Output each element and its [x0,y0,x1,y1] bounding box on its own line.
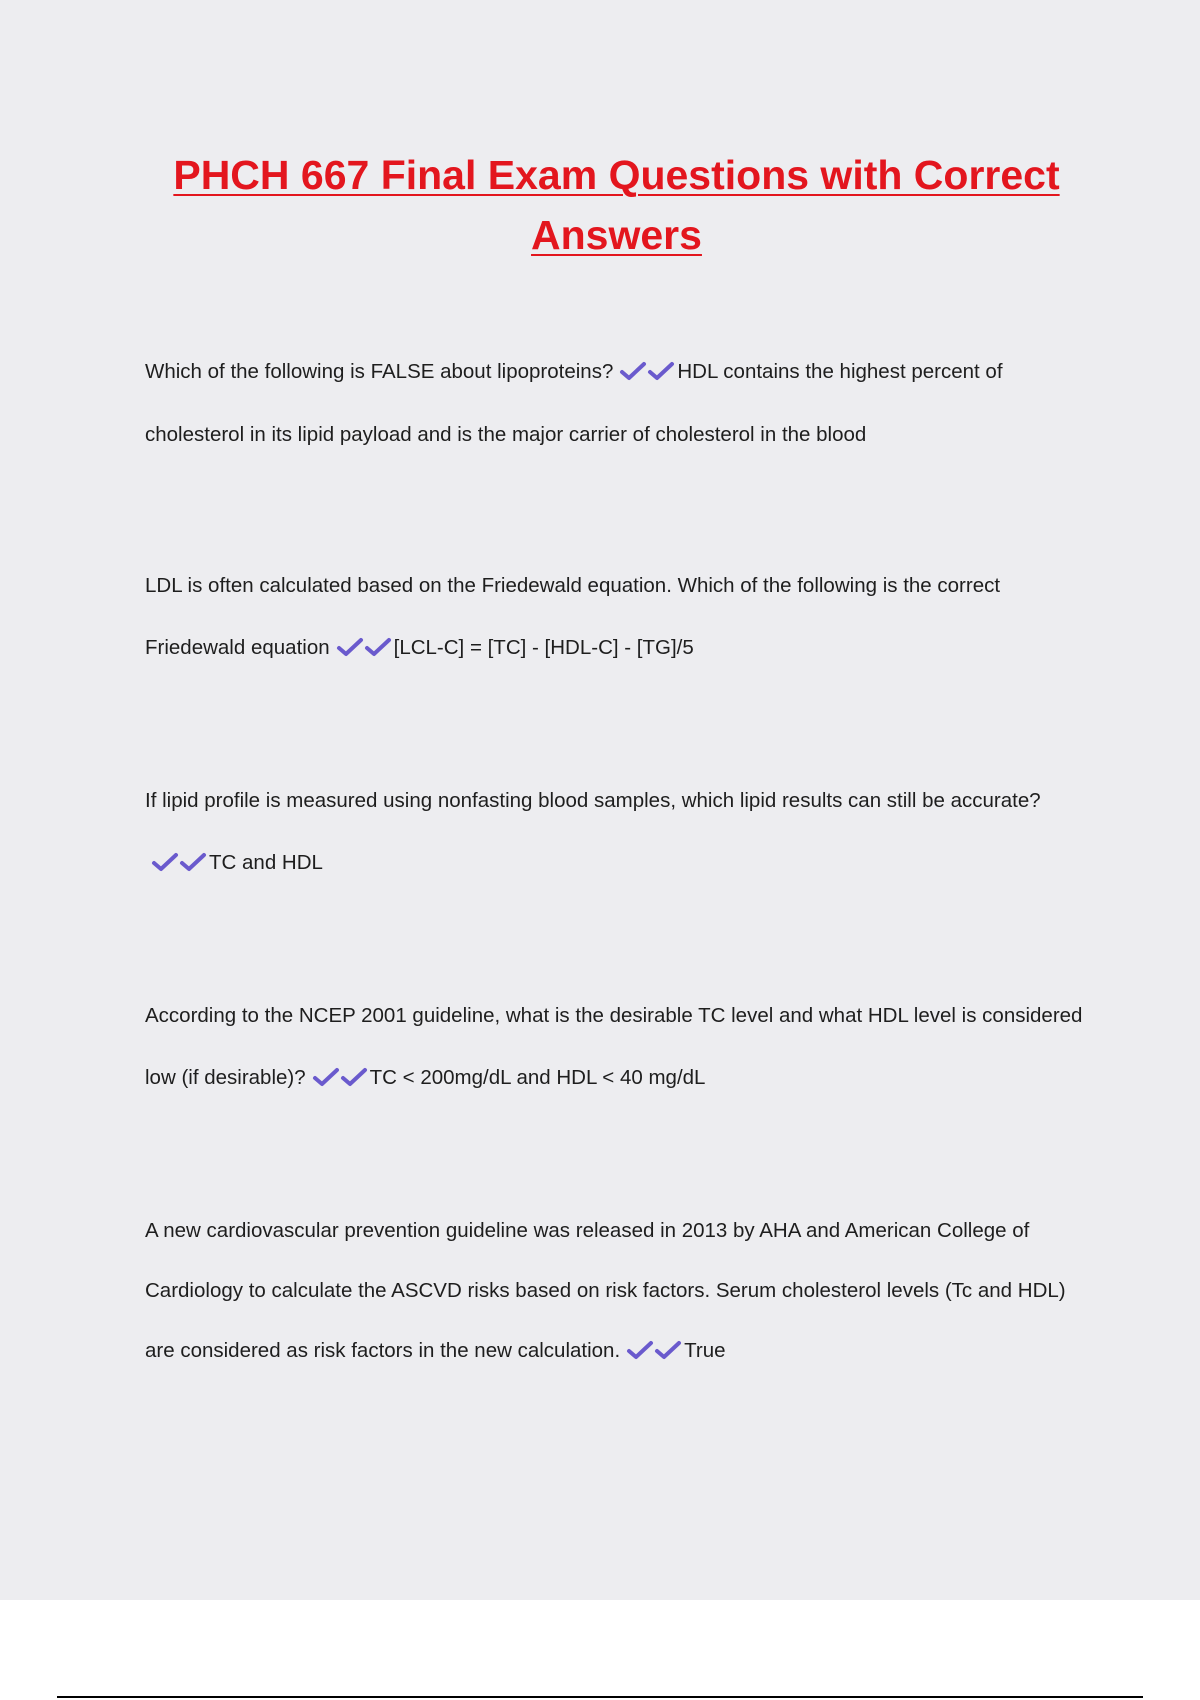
answer-text: TC and HDL [209,851,323,874]
question-text: If lipid profile is measured using nonfasting blood samples, which lipid results can still be accurate? [145,789,1041,812]
qa-item [145,1201,1095,1382]
check-icon [151,851,179,873]
answer-text: [LCL-C] = [TC] - [HDL-C] - [TG]/5 [393,636,694,659]
check-icon [647,360,675,382]
check-icon [619,360,647,382]
double-check-icon [151,831,207,893]
qa-item [145,770,1095,895]
question-text: LDL is often calculated based on the Friedewald equation. Which of the following is the correct Friedewald equation [145,574,1001,659]
answer-text: TC < 200mg/dL and HDL < 40 mg/dL [369,1066,706,1089]
document-title-text: PHCH 667 Final Exam Questions with Correct Answers [173,152,1060,258]
question-text: A new cardiovascular prevention guideline was released in 2013 by AHA and American College of Cardiology to calculate the ASCVD risks based on risk factors. Serum cholesterol levels (Tc and HDL) are considered as risk factors in the new calculation. [145,1219,1066,1362]
answer-text: HDL contains the highest percent of cholesterol in its lipid payload and is the major carrier of cholesterol in the blood [145,360,1003,446]
qa-item [145,985,1095,1110]
qa-item [145,341,1095,466]
check-icon [654,1339,682,1361]
qa-item [145,555,1095,680]
double-check-icon [626,1320,682,1380]
double-check-icon [619,340,675,402]
footer-divider [57,1696,1143,1698]
check-icon [336,636,364,658]
check-icon [312,1066,340,1088]
check-icon [364,636,392,658]
check-icon [340,1066,368,1088]
question-text: Which of the following is FALSE about lipoproteins? [145,360,614,383]
double-check-icon [312,1046,368,1108]
question-text: According to the NCEP 2001 guideline, what is the desirable TC level and what HDL level is considered low (if desirable)? [145,1004,1083,1089]
check-icon [179,851,207,873]
check-icon [626,1339,654,1361]
answer-text: True [684,1339,726,1362]
document-title [100,145,1133,265]
double-check-icon [336,616,392,678]
